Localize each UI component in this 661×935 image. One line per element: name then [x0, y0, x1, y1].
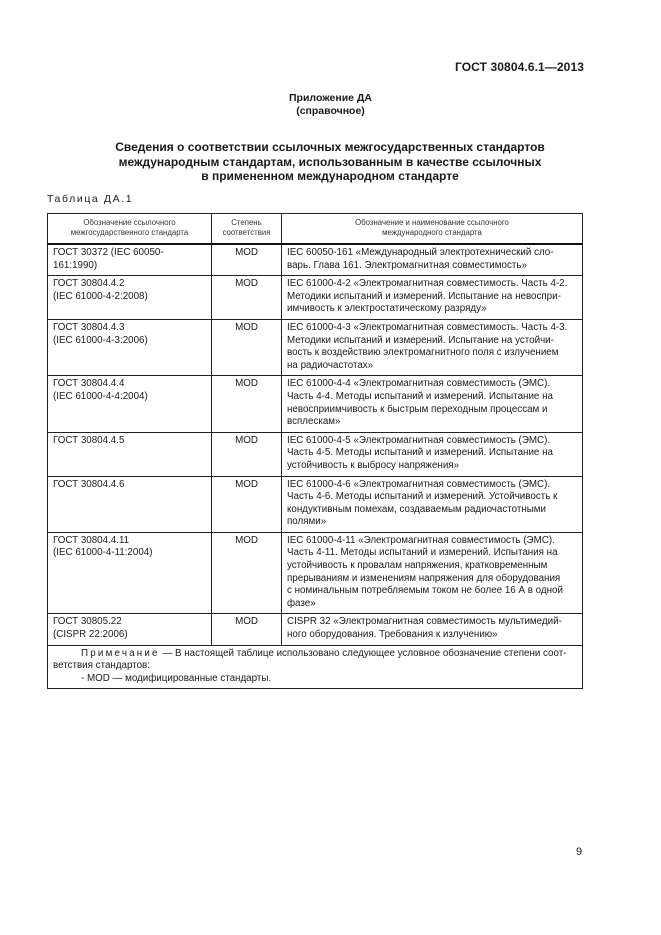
table-row	[48, 432, 583, 476]
header-line: Обозначение ссылочного	[83, 218, 176, 227]
cell-line: (CISPR 22:2006)	[53, 629, 128, 641]
section-heading-line: Сведения о соответствии ссылочных межгосударственных стандартов	[115, 140, 545, 154]
cell-standard	[48, 244, 212, 276]
cell-line: имчивость к электростатическому разряду»	[287, 303, 487, 315]
header-line: соответствия	[222, 228, 271, 237]
cell-line: устойчивость к выбросу напряжения»	[287, 459, 460, 471]
table-label: Таблица ДА.1	[47, 193, 134, 205]
cell-degree: MOD	[212, 244, 282, 276]
column-header-degree	[212, 214, 282, 245]
cell-degree: MOD	[212, 432, 282, 476]
annex-title: Приложение ДА	[289, 92, 372, 104]
section-heading	[60, 140, 600, 184]
cell-name	[282, 476, 583, 532]
cell-name	[282, 432, 583, 476]
cell-line: Часть 4-6. Методы испытаний и измерений. Устойчивость к	[287, 491, 558, 503]
cell-degree: MOD	[212, 319, 282, 375]
section-heading-line: международным стандартам, использованным в качестве ссылочных	[118, 154, 542, 169]
cell-standard	[48, 532, 212, 614]
document-number: ГОСТ 30804.6.1—2013	[455, 60, 584, 74]
cell-line: ГОСТ 30804.4.2	[53, 278, 125, 290]
cell-line: с номинальным потребляемым током не более 16 А в одной	[287, 585, 563, 597]
annex-title-block	[0, 92, 661, 118]
cell-line: (IEC 61000-4-4:2004)	[53, 390, 148, 402]
cell-degree: MOD	[212, 532, 282, 614]
cell-line: IEC 61000-4-11 «Электромагнитная совместимость (ЭМС).	[287, 534, 555, 546]
table-row	[48, 319, 583, 375]
cell-line: ГОСТ 30804.4.3	[53, 321, 125, 333]
cell-line: IEC 60050-161 «Международный электротехнический сло-	[287, 247, 554, 258]
cell-line: (IEC 61000-4-3:2006)	[53, 334, 148, 346]
table-row	[48, 376, 583, 432]
cell-line: IEC 61000-4-3 «Электромагнитная совместимость. Часть 4-3.	[287, 321, 568, 333]
cell-line: ГОСТ 30804.4.5	[53, 434, 125, 446]
cell-name	[282, 319, 583, 375]
page-number: 9	[576, 846, 583, 858]
cell-line: Часть 4-5. Методы испытаний и измерений. Испытание на	[287, 447, 553, 459]
cell-line: IEC 61000-4-6 «Электромагнитная совместимость (ЭМС).	[287, 478, 551, 490]
cell-name	[282, 376, 583, 432]
column-header-standard	[48, 214, 212, 245]
table-header-row	[48, 214, 583, 245]
cell-line: IEC 61000-4-4 «Электромагнитная совместимость (ЭМС).	[287, 378, 551, 390]
table-row	[48, 276, 583, 320]
table-row	[48, 244, 583, 276]
cell-line: вость к воздействию электромагнитного поля с излучением	[287, 347, 559, 359]
note-text: — В настоящей таблице использовано следующее условное обозначение степени соот-	[162, 647, 567, 659]
header-line: Степень	[231, 218, 262, 227]
table-note-row	[48, 645, 583, 689]
cell-line: ного оборудования. Требования к излучению»	[287, 629, 498, 641]
cell-name	[282, 532, 583, 614]
cell-degree: MOD	[212, 614, 282, 645]
cell-line: Методики испытаний и измерений. Испытание на невоспри-	[287, 290, 561, 302]
cell-line: (IEC 61000-4-11:2004)	[53, 547, 153, 559]
cell-line: прерываниям и изменениям напряжения для оборудования	[287, 572, 561, 584]
cell-name	[282, 614, 583, 645]
cell-standard	[48, 319, 212, 375]
table-row	[48, 476, 583, 532]
cell-line: ГОСТ 30804.4.4	[53, 378, 125, 390]
header-line: межгосударственного стандарта	[70, 228, 189, 237]
cell-degree: MOD	[212, 276, 282, 320]
cell-line: IEC 61000-4-2 «Электромагнитная совместимость. Часть 4-2.	[287, 278, 568, 290]
cell-line: ГОСТ 30805.22	[53, 616, 122, 628]
cell-standard	[48, 476, 212, 532]
cell-name	[282, 276, 583, 320]
cell-line: (IEC 61000-4-2:2008)	[53, 290, 148, 302]
cell-name	[282, 244, 583, 276]
cell-line: невосприимчивость к быстрым переходным процессам и	[287, 403, 548, 415]
cell-line: всплескам»	[287, 416, 341, 428]
cell-standard	[48, 376, 212, 432]
cell-line: ГОСТ 30372 (IEC 60050-161:1990)	[53, 247, 164, 271]
cell-line: устойчивость к провалам напряжения, кратковременным	[287, 560, 548, 572]
cell-line: Часть 4-11. Методы испытаний и измерений. Испытания на	[287, 547, 558, 559]
cell-line: CISPR 32 «Электромагнитная совместимость мультимедий-	[287, 616, 562, 628]
note-text: ветствия стандартов:	[53, 660, 150, 672]
cell-standard	[48, 432, 212, 476]
cell-line: на радиочастотах»	[287, 359, 374, 371]
cell-line: ГОСТ 30804.4.11	[53, 534, 130, 546]
cell-line: фазе»	[287, 597, 316, 609]
note-label: Примечание	[81, 647, 160, 659]
cell-line: кондуктивным помехам, создаваемым радиочастотными	[287, 503, 547, 515]
cell-standard	[48, 614, 212, 645]
section-heading-line: в примененном международном стандарте	[201, 169, 459, 183]
cell-line: варь. Глава 161. Электромагнитная совместимость»	[287, 259, 527, 271]
header-line: Обозначение и наименование ссылочного	[355, 218, 509, 227]
cell-degree: MOD	[212, 476, 282, 532]
cell-line: Методики испытаний и измерений. Испытание на устойчи-	[287, 334, 554, 346]
table-row	[48, 614, 583, 645]
header-line: международного стандарта	[382, 228, 482, 237]
cell-line: IEC 61000-4-5 «Электромагнитная совместимость (ЭМС).	[287, 434, 551, 446]
cell-degree: MOD	[212, 376, 282, 432]
reference-table	[47, 213, 583, 689]
note-first-line	[53, 648, 577, 661]
cell-line: полями»	[287, 516, 327, 528]
cell-line: Часть 4-4. Методы испытаний и измерений. Испытание на	[287, 390, 553, 402]
table-row	[48, 532, 583, 614]
column-header-name	[282, 214, 583, 245]
table-note	[48, 645, 583, 689]
annex-subtitle: (справочное)	[296, 105, 365, 117]
note-item: - MOD — модифицированные стандарты.	[81, 672, 272, 684]
cell-line: ГОСТ 30804.4.6	[53, 478, 125, 490]
cell-standard	[48, 276, 212, 320]
